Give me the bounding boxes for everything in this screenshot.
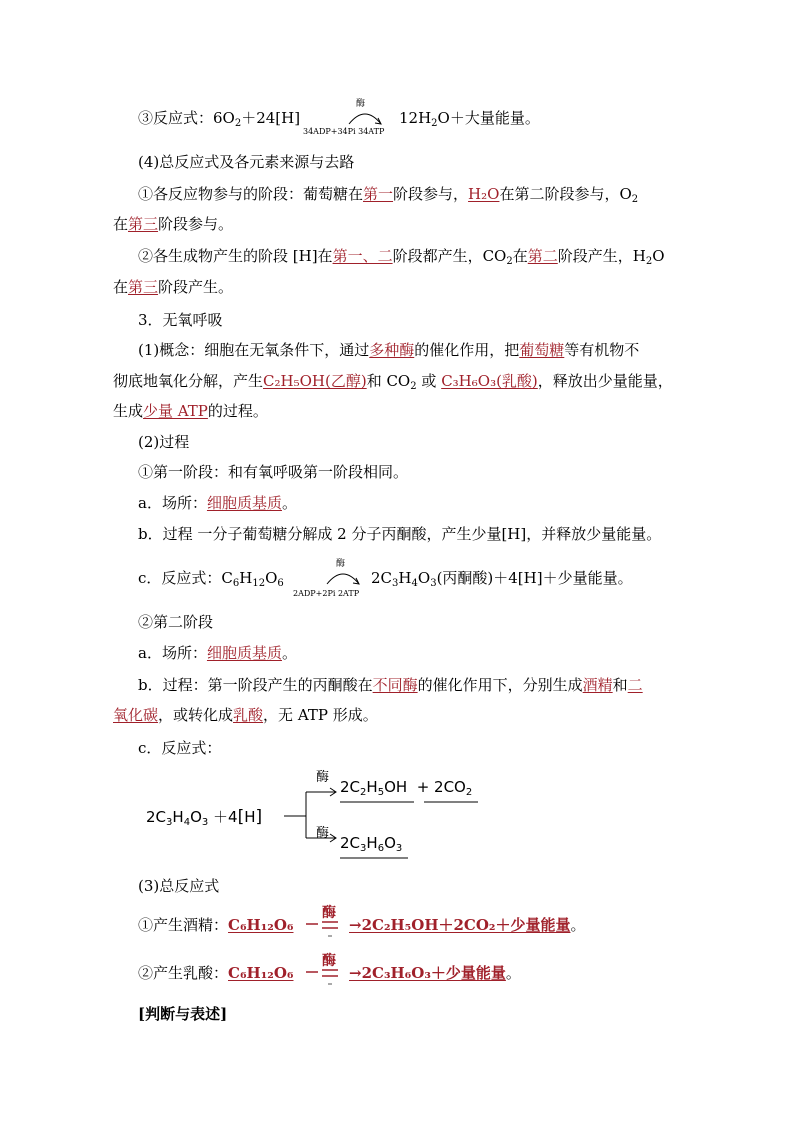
concept-line2: 彻底地氧化分解，产生C₂H₅OH(乙醇)和 $CO_2$ 或 C₃H₆O₃(乳酸)，释放出少量能量， (113, 372, 673, 392)
stage1-eq-below: 2ADP+2Pi 2ATP (293, 589, 360, 598)
lactic-enzyme-mark: 酶 (322, 953, 336, 969)
stage2-process-line1: b．过程：第一阶段产生的丙酮酸在不同酶的催化作用下，分别生成酒精和二 (138, 676, 643, 694)
sec4-p2-line1: ②各生成物产生的阶段 [H]在第一、二阶段都产生，$CO_2$在第二阶段产生，$H_2O$ (138, 247, 665, 267)
stage1-process: b．过程 一分子葡萄糖分解成 2 分子丙酮酸，产生少量[H]，并释放少量能量。 (138, 525, 662, 543)
branch-enzyme-top: 酶 (316, 770, 330, 785)
alcohol-enzyme-mark: 酶 (322, 905, 336, 921)
stage1-site: a．场所：细胞质基质。 (138, 494, 297, 512)
anaerobic-heading: 3．无氧呼吸 (138, 311, 223, 329)
sec4-title: (4)总反应式及各元素来源与去路 (138, 153, 355, 171)
branch-left: $2C_3H_4O_3 +4[H]$ (146, 807, 263, 828)
stage1-title: ①第一阶段：和有氧呼吸第一阶段相同。 (138, 463, 409, 481)
branch-bottom-product: $2C_3H_6O_3$ (340, 834, 403, 854)
stage1-eq-product: $2C_3H_4O_3$(丙酮酸)＋4[H]＋少量能量。 (371, 569, 633, 589)
alcohol-eq-product: →2C₂H₅OH＋2CO₂＋少量能量。 (349, 916, 586, 934)
aerobic-step3-product: $12H_2O+$大量能量。 (399, 109, 540, 129)
judge-heading: [判断与表述] (138, 1005, 228, 1023)
stage2-eq-title: c．反应式： (138, 739, 222, 757)
aerobic-step3-enzyme: 酶 (356, 99, 366, 109)
stage1-eq-enzyme: 酶 (336, 559, 346, 569)
branch-enzyme-bottom: 酶 (316, 826, 330, 841)
sec4-p1-line2: 在第三阶段参与。 (113, 215, 234, 233)
branch-equation (146, 762, 486, 862)
concept-line3: 生成少量 ATP的过程。 (113, 402, 268, 420)
enzyme-arc-icon (324, 564, 362, 588)
sec3-title: (3)总反应式 (138, 877, 220, 895)
process-title: (2)过程 (138, 433, 190, 451)
stage2-process-line2: 氧化碳，或转化成乳酸，无 ATP 形成。 (113, 706, 378, 724)
aerobic-step3-below: 34ADP+34Pi 34ATP (303, 127, 385, 136)
stage2-site: a．场所：细胞质基质。 (138, 644, 297, 662)
lactic-eq-product: →2C₃H₆O₃＋少量能量。 (349, 964, 521, 982)
aerobic-step3-label: ③反应式：6O (138, 109, 235, 127)
concept-line1: (1)概念：细胞在无氧条件下，通过多种酶的催化作用，把葡萄糖等有机物不 (138, 341, 640, 359)
branch-top-product: $2C_2H_5OH + 2CO_2$ (340, 778, 473, 798)
aerobic-step3-rest: ＋24[H] (241, 109, 301, 127)
alcohol-eq-line: ①产生酒精：C₆H₁₂O₆ (138, 916, 294, 934)
sec4-p2-line2: 在第三阶段产生。 (113, 278, 234, 296)
sec4-p1-line1: ①各反应物参与的阶段：葡萄糖在第一阶段参与，H₂O在第二阶段参与，$O_2$ (138, 185, 639, 205)
enzyme-arc-icon (346, 104, 384, 128)
lactic-eq-line: ②产生乳酸：C₆H₁₂O₆ (138, 964, 294, 982)
aerobic-step3-line: ③反应式：$6O_2+24[H]$ (138, 109, 301, 129)
stage2-title: ②第二阶段 (138, 613, 214, 631)
stage1-eq-left: c．反应式：$C_6H_{12}O_6$ (138, 569, 284, 589)
